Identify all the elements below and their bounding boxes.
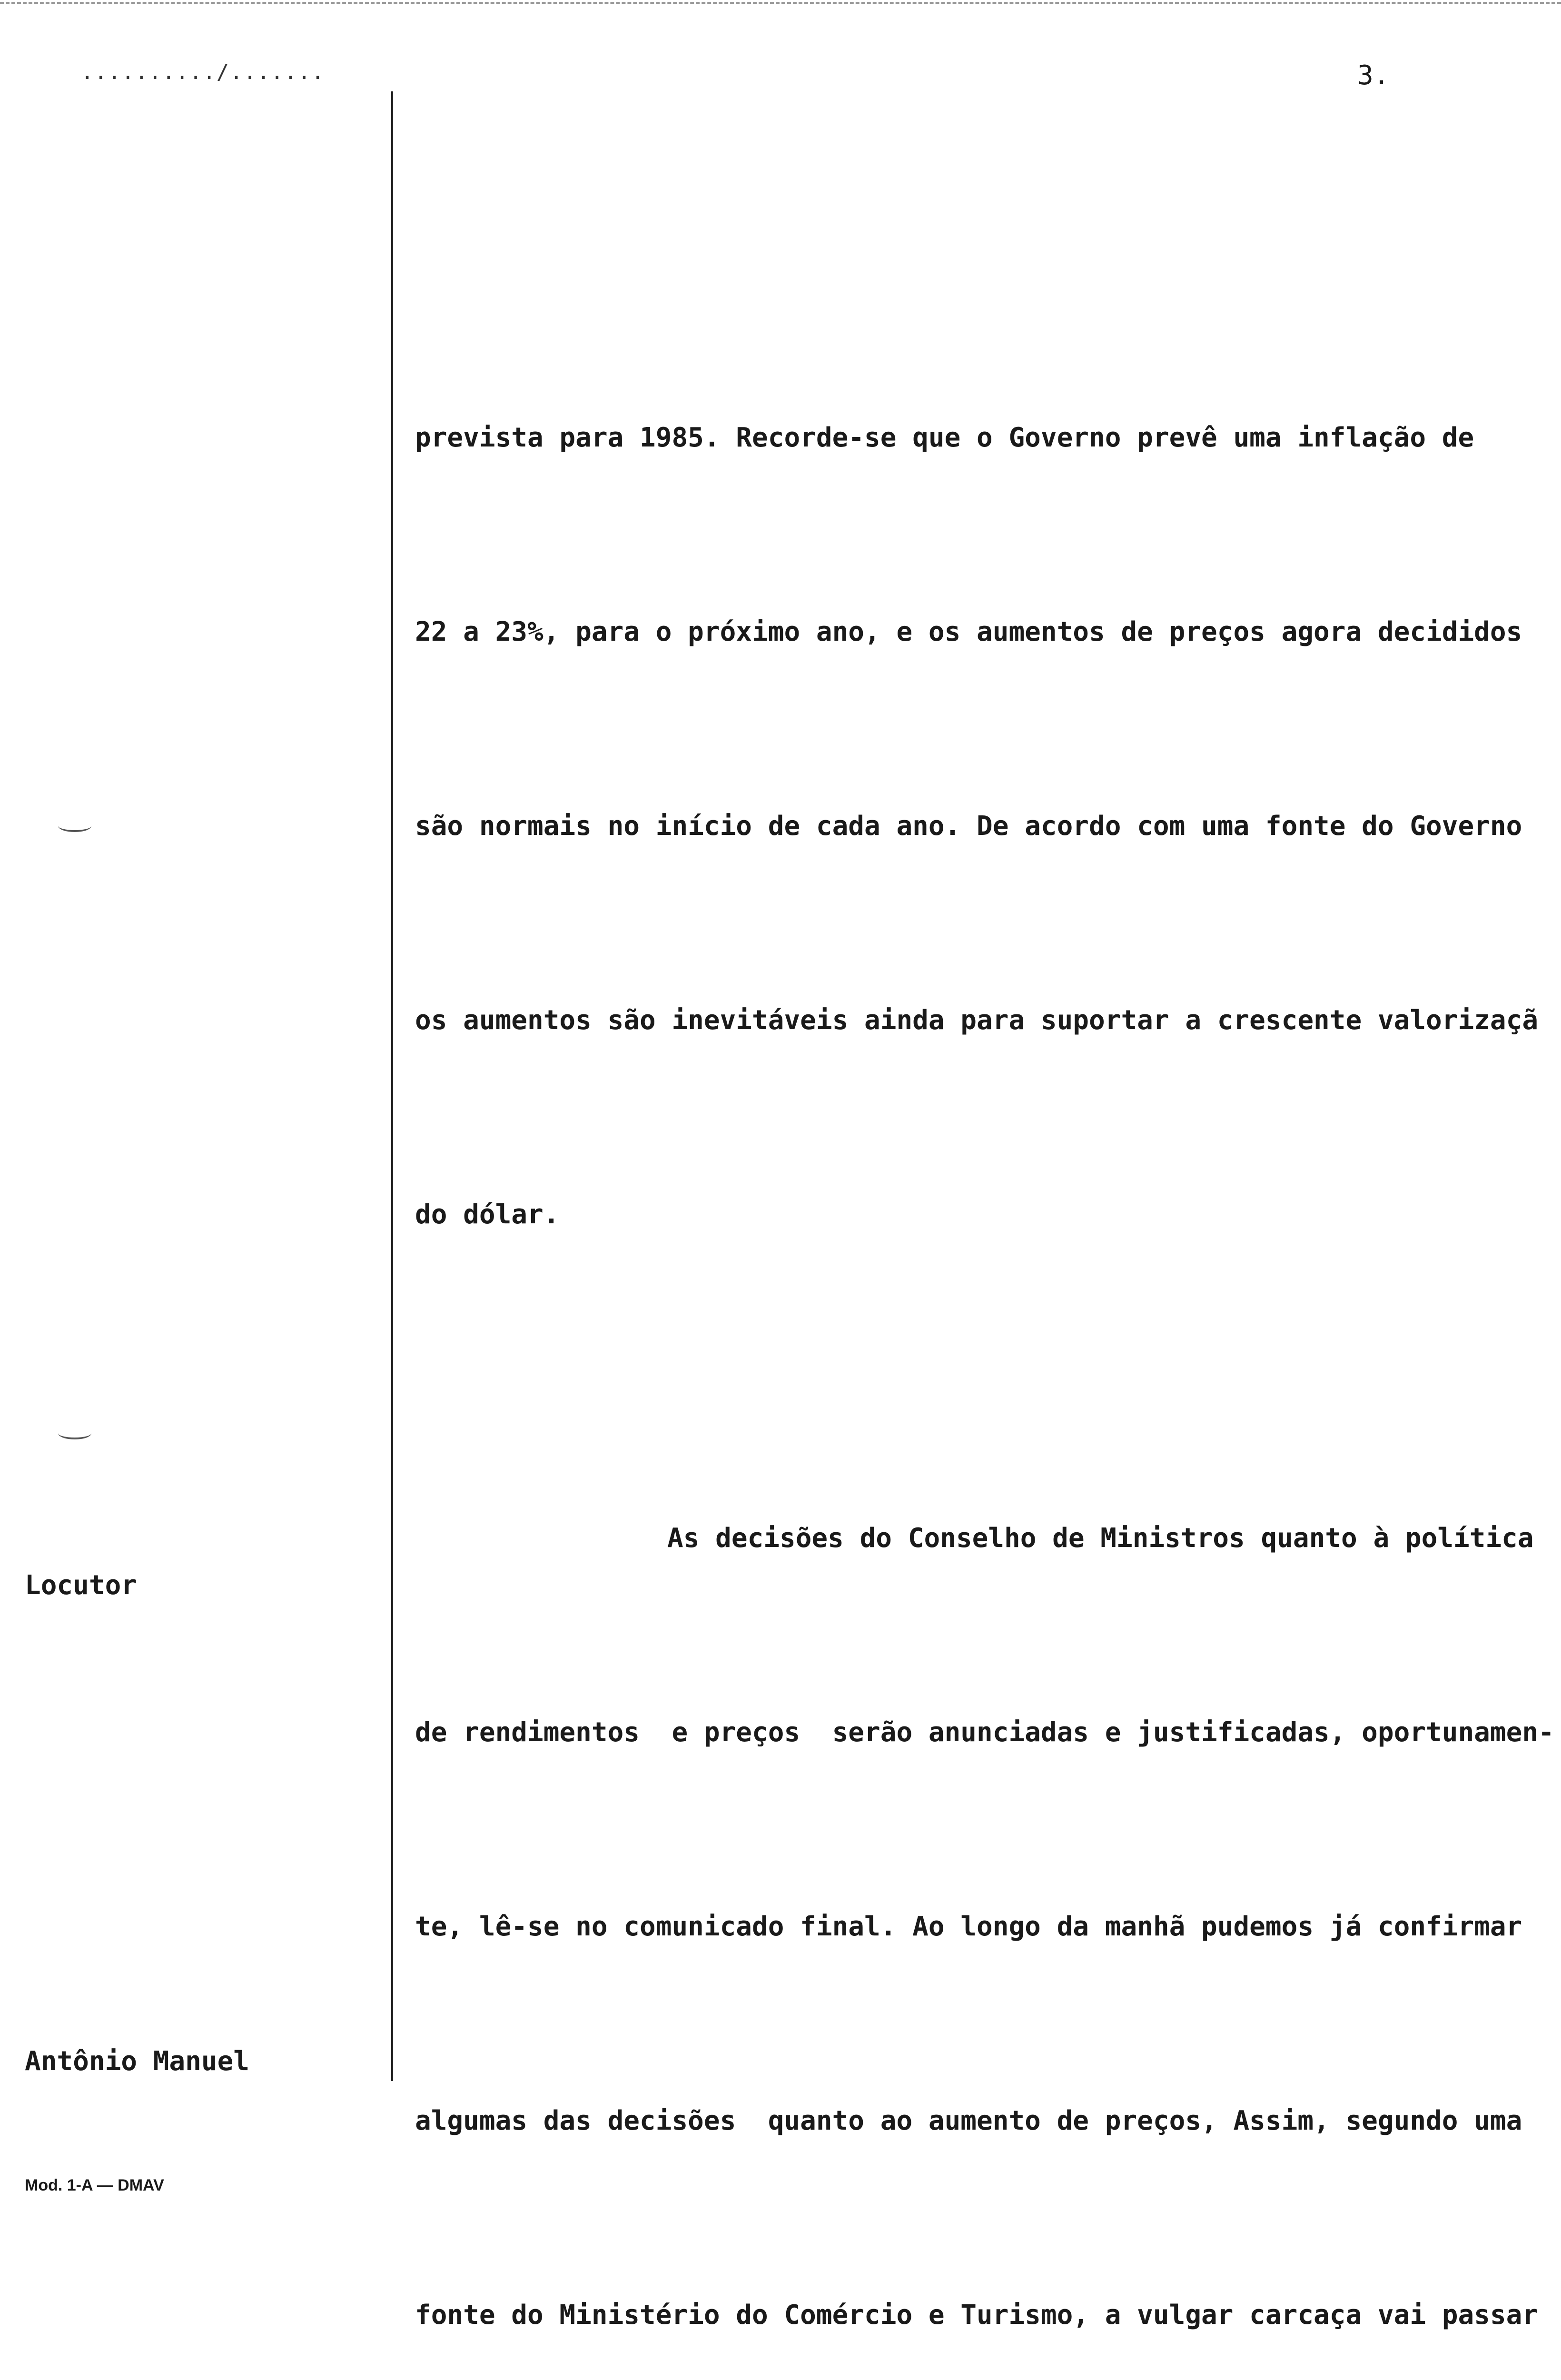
speaker-label-antonio-manuel: Antônio Manuel [25, 2046, 250, 2077]
speaker-label-locutor: Locutor [25, 1570, 138, 1601]
text-line: fonte do Ministério do Comércio e Turismo, a vulgar carcaça vai passar [415, 2300, 1539, 2330]
text-line: de rendimentos e preços serão anunciadas e justificadas, oportunamen- [415, 1717, 1554, 1748]
margin-mark-icon [58, 1427, 91, 1439]
text-line: do dólar. [415, 1199, 560, 1230]
margin-mark-icon [58, 820, 91, 832]
text-line: te, lê-se no comunicado final. Ao longo da manhã pudemos já confirmar [415, 1911, 1522, 1942]
text-line: algumas das decisões quanto ao aumento de preços, Assim, segundo uma [415, 2105, 1522, 2136]
text-line: são normais no início de cada ano. De acordo com uma fonte do Governo [415, 811, 1522, 842]
paragraph [415, 1377, 1557, 2380]
page-continuation-mark: ........../....... [81, 60, 325, 84]
text-line: 22 a 23%, para o próximo ano, e os aumentos de preços agora decididos [415, 616, 1522, 647]
margin-divider-line [391, 91, 393, 2081]
transcript-body [415, 276, 1557, 2380]
page-number: 3. [1357, 60, 1390, 91]
text-line: As decisões do Conselho de Ministros quanto à política [667, 1523, 1534, 1554]
text-line: os aumentos são inevitáveis ainda para suportar a crescente valorizaçã [415, 1005, 1539, 1036]
paragraph [415, 276, 1557, 1377]
form-code: Mod. 1-A — DMAV [25, 2176, 164, 2194]
text-line: prevista para 1985. Recorde-se que o Governo prevê uma inflação de [415, 422, 1474, 453]
top-edge-rule [0, 2, 1561, 4]
